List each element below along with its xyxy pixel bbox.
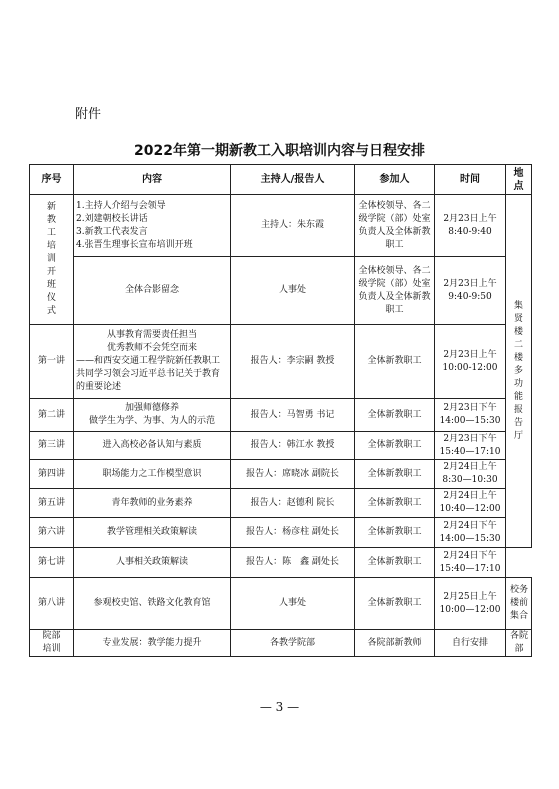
content-line: 从事教育需要责任担当 [106,330,197,340]
lecture-6-host: 报告人：杨彦柱 副处长 [231,518,355,548]
table-row [30,489,532,518]
photo-participants: 全体校领导、各二级学院（部）处室负责人及全体新教职工 [355,257,435,325]
lecture-4-content: 职场能力之工作模型意识 [74,460,231,489]
list-item: 1.主持人介绍与会领导 [76,200,166,211]
lecture-5-host: 报告人：赵德利 院长 [231,489,355,518]
lecture-2-time: 2月23日下午14:00—15:30 [435,399,506,432]
lecture-3-time: 2月23日下午15:40—17:10 [435,432,506,460]
college-place: 各院部 [509,631,528,654]
content-line: ——和西安交通工程学院新任教职工共同学习领会习近平总书记关于教育的重要论述 [76,356,221,392]
table-row [30,460,532,489]
lecture-4-host: 报告人：席晓冰 副院长 [231,460,355,489]
table-row [30,432,532,460]
lecture-5-time: 2月24日上午10:40—12:00 [435,489,506,518]
lecture-2-content [74,399,231,432]
page-title: 2022年第一期新教工入职培训内容与日程安排 [134,143,425,159]
place-main: 集贤楼二楼多功能报告厅 [513,300,523,441]
photo-host: 人事处 [231,257,355,325]
header-row [30,165,532,195]
annex-label: 附件 [75,107,102,122]
lecture-1-seq: 第一讲 [30,325,74,399]
lecture-5-seq: 第五讲 [30,489,74,518]
opening-content-cell [74,195,231,257]
schedule-table [29,164,532,657]
lecture-1-content [74,325,231,399]
lecture-5-participants: 全体新教职工 [355,489,435,518]
list-item: 3.新教工代表发言 [76,226,148,237]
lecture-6-content: 教学管理相关政策解读 [74,518,231,548]
lecture-2-participants: 全体新教职工 [355,399,435,432]
lecture-3-seq: 第三讲 [30,432,74,460]
college-content: 专业发展：教学能力提升 [74,630,231,657]
table-row [30,548,532,578]
lecture-8-content: 参观校史馆、铁路文化教育馆 [74,578,231,630]
header-seq: 序号 [30,165,74,195]
lecture-8-time: 2月25日上午10:00—12:00 [435,578,506,630]
lecture-3-content: 进入高校必备认知与素质 [74,432,231,460]
lecture-7-host: 报告人：陈 鑫 副处长 [231,548,355,578]
lecture-8-host: 人事处 [231,578,355,630]
opening-seq-cell [30,195,74,325]
lecture-7-participants: 全体新教职工 [355,548,435,578]
header-content: 内容 [74,165,231,195]
opening-seq: 新教工培训开班仪式 [46,202,56,316]
header-time: 时间 [435,165,506,195]
lecture-8-participants: 全体新教职工 [355,578,435,630]
lecture-3-participants: 全体新教职工 [355,432,435,460]
table-row [30,518,532,548]
lecture-5-content: 青年教师的业务素养 [74,489,231,518]
content-line: 优秀教师不会凭空而来 [106,343,197,353]
lecture-7-seq: 第七讲 [30,548,74,578]
opening-host: 主持人：朱东霞 [231,195,355,257]
lecture-6-time: 2月24日下午14:00—15:30 [435,518,506,548]
list-item: 4.张晋生理事长宣布培训开班 [76,239,193,250]
college-place-cell [506,630,532,657]
lecture-1-time: 2月23日上午10:00-12:00 [435,325,506,399]
lecture-3-host: 报告人：韩江水 教授 [231,432,355,460]
lecture-2-host: 报告人：马智勇 书记 [231,399,355,432]
lecture-8-place: 校务楼前集合 [509,585,528,621]
college-host: 各教学院部 [231,630,355,657]
content-line: 加强师德修养 [124,403,179,413]
list-item: 2.刘建朝校长讲话 [76,213,148,224]
opening-participants: 全体校领导、各二级学院（部）处室负责人及全体新教职工 [355,195,435,257]
header-host: 主持人/报告人 [231,165,355,195]
table-row [30,399,532,432]
lecture-7-time: 2月24日下午15:40—17:10 [435,548,506,578]
lecture-6-seq: 第六讲 [30,518,74,548]
lecture-1-participants: 全体新教职工 [355,325,435,399]
lecture-7-content: 人事相关政策解读 [74,548,231,578]
lecture-8-seq: 第八讲 [30,578,74,630]
lecture-1-host: 报告人：李宗嗣 教授 [231,325,355,399]
photo-content: 全体合影留念 [74,257,231,325]
lecture-4-time: 2月24日上午8:30—10:30 [435,460,506,489]
header-participants: 参加人 [355,165,435,195]
header-place: 地点 [506,165,532,195]
table-row [30,325,532,399]
lecture-6-participants: 全体新教职工 [355,518,435,548]
lecture-4-seq: 第四讲 [30,460,74,489]
college-seq-cell [30,630,74,657]
table-row [30,257,532,325]
college-time: 自行安排 [435,630,506,657]
table-row [30,630,532,657]
table-row [30,195,532,257]
college-participants: 各院部新教师 [355,630,435,657]
lecture-8-place-cell [506,578,532,630]
college-seq: 院部培训 [42,631,61,654]
page-number: — 3 — [259,700,300,714]
opening-time: 2月23日上午8:40-9:40 [435,195,506,257]
place-cell [506,195,532,548]
photo-time: 2月23日上午9:40-9:50 [435,257,506,325]
table-row [30,578,532,630]
content-line: 做学生为学、为事、为人的示范 [88,416,215,426]
lecture-4-participants: 全体新教职工 [355,460,435,489]
lecture-2-seq: 第二讲 [30,399,74,432]
